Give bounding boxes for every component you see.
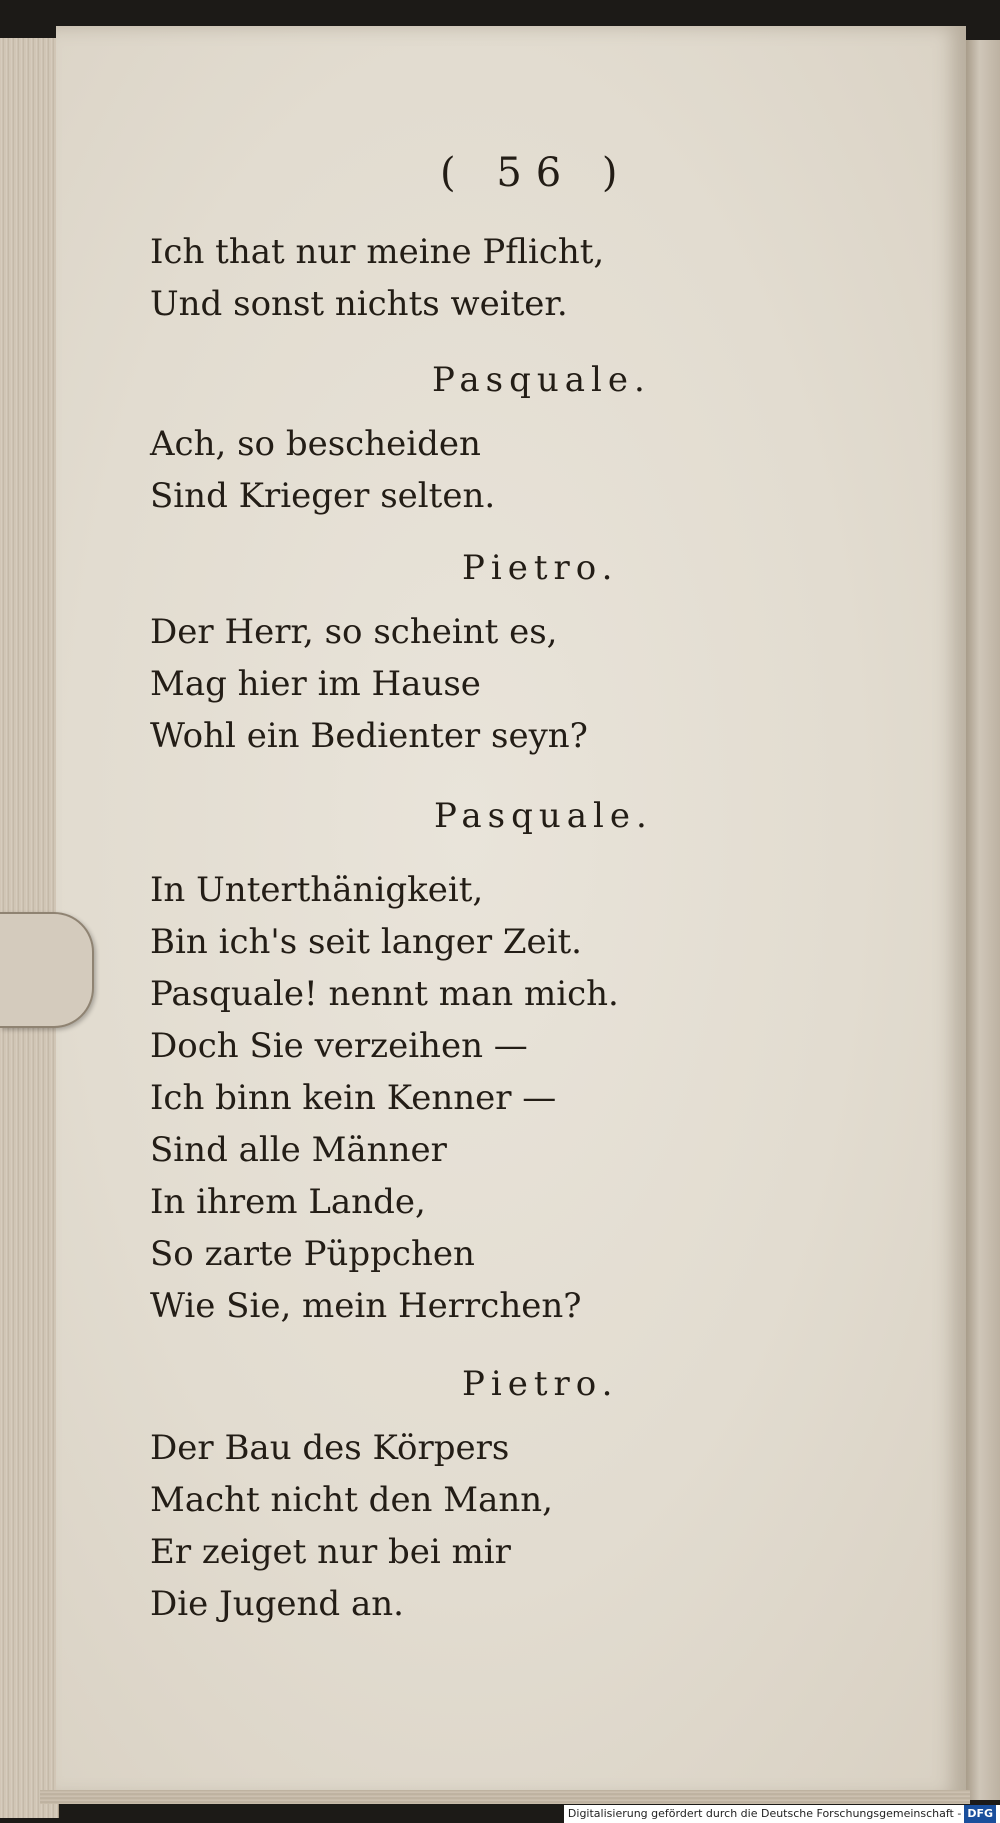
verse-line: In Unterthänigkeit,	[150, 870, 484, 910]
verse-line: Wie Sie, mein Herrchen?	[150, 1286, 582, 1326]
speaker-name: Pasquale.	[434, 796, 653, 836]
verse-line: Macht nicht den Mann,	[150, 1480, 553, 1520]
verse-line: Er zeiget nur bei mir	[150, 1532, 511, 1572]
funding-credit	[564, 1805, 1000, 1823]
verse-line: Und sonst nichts weiter.	[150, 284, 568, 324]
verse-line: Pasquale! nennt man mich.	[150, 974, 619, 1014]
speaker-name: Pietro.	[462, 548, 619, 588]
verse-line: Wohl ein Bedienter seyn?	[150, 716, 588, 756]
verse-line: Mag hier im Hause	[150, 664, 481, 704]
verse-line: Der Herr, so scheint es,	[150, 612, 558, 652]
page-number: ( 56 )	[440, 150, 632, 196]
funding-credit-text: Digitalisierung gefördert durch die Deutsche Forschungsgemeinschaft -	[567, 1807, 962, 1820]
verse-line: Sind Krieger selten.	[150, 476, 496, 516]
verse-line: Der Bau des Körpers	[150, 1428, 510, 1468]
verse-line: In ihrem Lande,	[150, 1182, 426, 1222]
verse-line: Ich that nur meine Pflicht,	[150, 232, 605, 272]
dfg-logo: DFG	[964, 1805, 996, 1823]
verse-line: Ach, so bescheiden	[150, 424, 481, 464]
speaker-name: Pasquale.	[432, 360, 651, 400]
verse-line: Die Jugend an.	[150, 1584, 404, 1624]
verse-line: Bin ich's seit langer Zeit.	[150, 922, 582, 962]
verse-line: Doch Sie verzeihen —	[150, 1026, 528, 1066]
speaker-name: Pietro.	[462, 1364, 619, 1404]
verse-line: So zarte Püppchen	[150, 1234, 475, 1274]
verse-line: Ich binn kein Kenner —	[150, 1078, 557, 1118]
verse-line: Sind alle Männer	[150, 1130, 447, 1170]
